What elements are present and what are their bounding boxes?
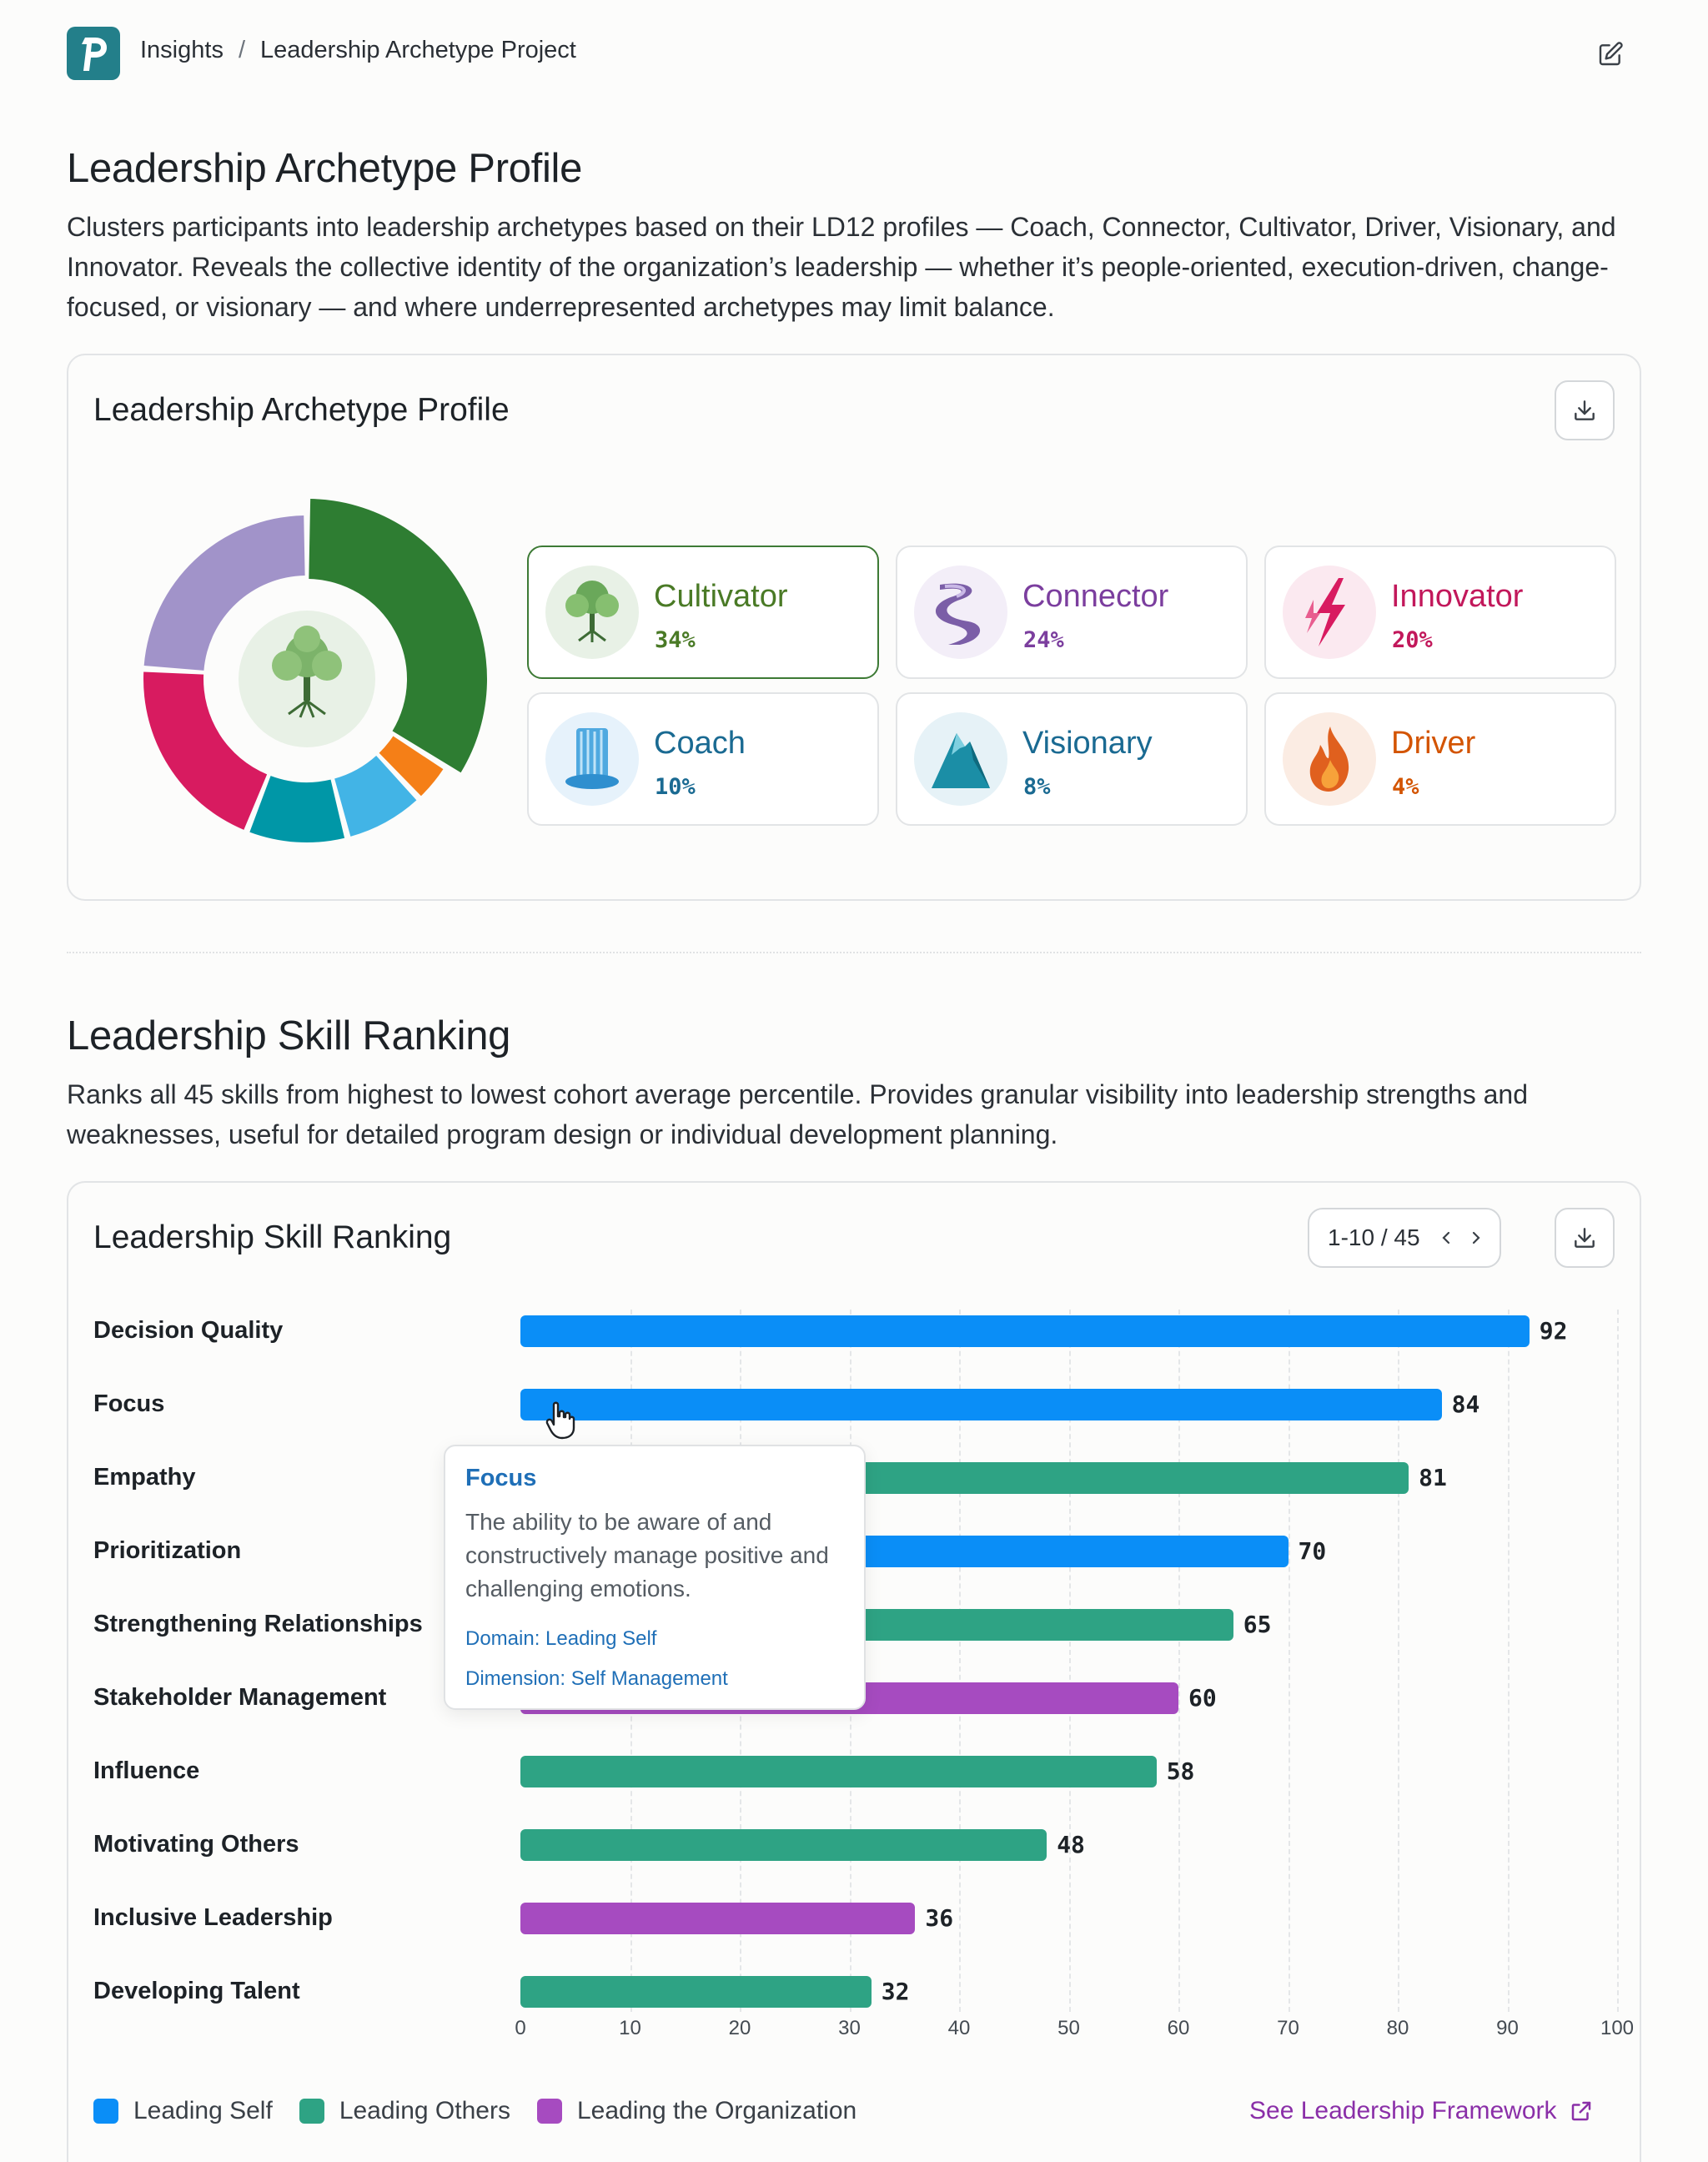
breadcrumb-separator: / xyxy=(238,37,246,63)
x-tick-label: 70 xyxy=(1277,2017,1299,2039)
x-tick-label: 40 xyxy=(947,2017,971,2039)
legend-item-leading-others[interactable] xyxy=(299,2097,510,2125)
archetype-percent: 10% xyxy=(655,774,696,800)
bar-category-label: Inclusive Leadership xyxy=(93,1904,333,1931)
archetype-name: Innovator xyxy=(1391,579,1524,614)
archetype-card-innovator[interactable] xyxy=(1264,546,1616,679)
legend-label: Leading Self xyxy=(133,2097,273,2124)
archetype-card-driver[interactable] xyxy=(1264,692,1616,826)
legend-item-leading-organization[interactable] xyxy=(537,2097,857,2125)
archetype-name: Coach xyxy=(654,726,746,761)
x-tick-label: 100 xyxy=(1600,2017,1635,2039)
archetype-card-coach[interactable] xyxy=(527,692,879,826)
download-icon xyxy=(1571,397,1598,424)
ranking-card-title: Leadership Skill Ranking xyxy=(93,1219,452,1255)
chevron-left-icon xyxy=(1436,1228,1456,1248)
bar-value-label: 32 xyxy=(881,1978,910,2005)
framework-link-label: See Leadership Framework xyxy=(1249,2097,1557,2124)
mountain-icon xyxy=(914,712,1007,806)
bar-value-label: 84 xyxy=(1451,1390,1480,1418)
x-tick-label: 80 xyxy=(1386,2017,1409,2039)
archetype-card-visionary[interactable] xyxy=(896,692,1248,826)
bar-motivating-others[interactable] xyxy=(520,1829,1047,1861)
tooltip-dimension: Dimension: Self Management xyxy=(465,1667,728,1690)
lightning-icon xyxy=(1283,566,1376,659)
archetype-donut-chart xyxy=(107,479,507,879)
archetype-card-cultivator[interactable] xyxy=(527,546,879,679)
skill-tooltip xyxy=(444,1445,866,1710)
x-tick-label: 60 xyxy=(1167,2017,1190,2039)
breadcrumb-project[interactable]: Leadership Archetype Project xyxy=(260,37,576,63)
archetype-grid xyxy=(527,546,1616,826)
download-icon xyxy=(1571,1224,1598,1251)
tree-icon xyxy=(545,566,639,659)
edit-icon xyxy=(1597,41,1624,68)
leadership-framework-link[interactable] xyxy=(1249,2097,1594,2125)
bar-value-label: 36 xyxy=(925,1904,954,1932)
bar-category-label: Focus xyxy=(93,1390,165,1417)
tooltip-domain: Domain: Leading Self xyxy=(465,1627,657,1650)
x-tick-label: 50 xyxy=(1057,2017,1080,2039)
x-tick-label: 30 xyxy=(838,2017,861,2039)
ranking-pager xyxy=(1308,1208,1501,1268)
legend-label: Leading the Organization xyxy=(576,2097,857,2124)
archetype-name: Connector xyxy=(1022,579,1169,614)
bar-decision-quality[interactable] xyxy=(520,1315,1530,1347)
pager-label: 1-10 / 45 xyxy=(1328,1224,1420,1250)
x-tick-label: 20 xyxy=(728,2017,751,2039)
bar-value-label: 92 xyxy=(1539,1317,1568,1345)
waterfall-icon xyxy=(545,712,639,806)
hand-cursor-icon xyxy=(544,1401,577,1440)
logo-p-icon xyxy=(77,34,110,73)
bar-influence[interactable] xyxy=(520,1756,1157,1787)
chart-legend xyxy=(93,2097,883,2125)
bar-category-label: Influence xyxy=(93,1757,200,1784)
archetype-percent: 24% xyxy=(1023,627,1064,653)
ranking-download-button[interactable] xyxy=(1555,1208,1615,1268)
archetype-download-button[interactable] xyxy=(1555,380,1615,440)
legend-label: Leading Others xyxy=(339,2097,510,2124)
bar-value-label: 60 xyxy=(1188,1684,1217,1712)
bar-focus[interactable] xyxy=(520,1389,1442,1420)
bar-category-label: Prioritization xyxy=(93,1537,242,1564)
top-bar xyxy=(0,0,1708,107)
bar-value-label: 48 xyxy=(1057,1831,1085,1858)
ranking-section-title: Leadership Skill Ranking xyxy=(67,1013,511,1058)
archetype-section-title: Leadership Archetype Profile xyxy=(67,146,583,191)
archetype-percent: 8% xyxy=(1023,774,1051,800)
section-divider xyxy=(67,952,1641,953)
river-icon xyxy=(914,566,1007,659)
bar-value-label: 70 xyxy=(1298,1537,1327,1565)
flame-icon xyxy=(1283,712,1376,806)
gridline xyxy=(1617,1310,1619,2012)
tooltip-title: Focus xyxy=(465,1465,537,1491)
external-link-icon xyxy=(1569,2099,1594,2124)
archetype-card-title: Leadership Archetype Profile xyxy=(93,392,510,428)
archetype-name: Visionary xyxy=(1022,726,1153,761)
archetype-percent: 4% xyxy=(1392,774,1419,800)
bar-category-label: Decision Quality xyxy=(93,1317,284,1344)
archetype-percent: 34% xyxy=(655,627,696,653)
pager-prev-button[interactable] xyxy=(1429,1221,1463,1254)
legend-item-leading-self[interactable] xyxy=(93,2097,273,2125)
archetype-section-description: Clusters participants into leadership archetypes based on their LD12 profiles — Coach, Connector, Cultivator, Driver, Visionary, and Innovator. Reveals the collective identity of the organization’s leadership — whether it’s people-oriented, execution-driven, change-focused, or visionary — and where underrepresented archetypes may limit balance. xyxy=(67,212,1616,322)
bar-category-label: Developing Talent xyxy=(93,1978,300,2004)
app-logo[interactable] xyxy=(67,27,120,80)
legend-swatch xyxy=(93,2099,118,2124)
ranking-section-description: Ranks all 45 skills from highest to lowest cohort average percentile. Provides granular visibility into leadership strengths and weaknesses, useful for detailed program design or individual development planning. xyxy=(67,1079,1528,1149)
pager-next-button[interactable] xyxy=(1459,1221,1493,1254)
gridline xyxy=(1508,1310,1510,2012)
legend-swatch xyxy=(537,2099,562,2124)
donut-segment-coach[interactable] xyxy=(249,776,344,842)
bar-value-label: 81 xyxy=(1419,1464,1447,1491)
bar-developing-talent[interactable] xyxy=(520,1976,872,2008)
bar-category-label: Stakeholder Management xyxy=(93,1684,387,1711)
legend-swatch xyxy=(299,2099,324,2124)
bar-category-label: Motivating Others xyxy=(93,1831,299,1858)
breadcrumb-insights[interactable]: Insights xyxy=(140,37,224,63)
chevron-right-icon xyxy=(1466,1228,1486,1248)
breadcrumb xyxy=(140,37,576,64)
ranking-card xyxy=(67,1181,1641,2162)
archetype-name: Cultivator xyxy=(654,579,788,614)
bar-category-label: Strengthening Relationships xyxy=(93,1611,423,1637)
archetype-card xyxy=(67,354,1641,901)
x-tick-label: 0 xyxy=(515,2017,526,2039)
x-tick-label: 90 xyxy=(1496,2017,1519,2039)
archetype-name: Driver xyxy=(1391,726,1476,761)
bar-inclusive-leadership[interactable] xyxy=(520,1903,915,1934)
bar-value-label: 65 xyxy=(1243,1611,1272,1638)
archetype-percent: 20% xyxy=(1392,627,1433,653)
x-tick-label: 10 xyxy=(619,2017,641,2039)
archetype-card-connector[interactable] xyxy=(896,546,1248,679)
edit-button[interactable] xyxy=(1593,37,1628,72)
bar-value-label: 58 xyxy=(1166,1757,1195,1785)
bar-category-label: Empathy xyxy=(93,1464,196,1491)
tooltip-description: The ability to be aware of and constructively manage positive and challenging emotions. xyxy=(465,1509,829,1601)
